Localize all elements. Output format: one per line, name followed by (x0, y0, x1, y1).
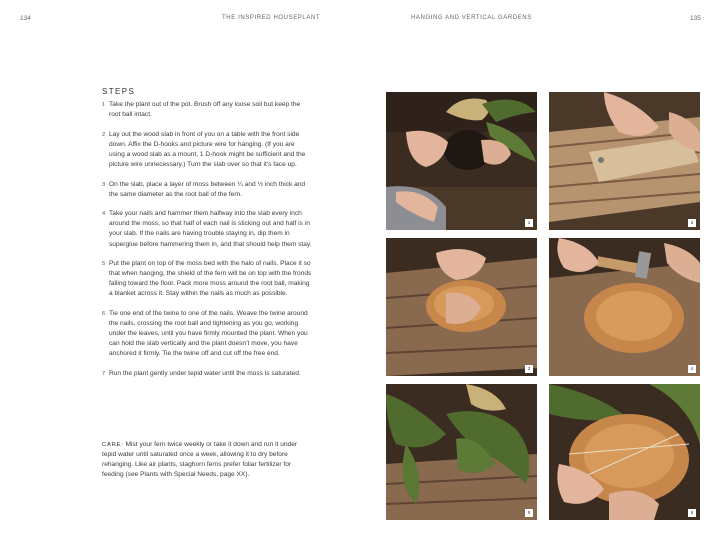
photo-step-4 (549, 238, 700, 376)
care-label: CARE: (102, 442, 124, 448)
step-item (102, 130, 312, 170)
step-text: Take the plant out of the pot. Brush off any loose soil but keep the root ball intact. (109, 101, 301, 119)
left-page-number: 134 (20, 15, 31, 22)
steps-heading: STEPS (102, 87, 136, 96)
step-text: Run the plant gently under tepid water until the moss is saturated. (109, 369, 301, 377)
photo-step-2 (386, 238, 537, 376)
step-item (102, 369, 312, 379)
photo-number: 3 (688, 219, 696, 227)
step-number: 4 (102, 211, 106, 218)
step-number: 7 (102, 370, 106, 377)
step-number: 5 (102, 261, 106, 268)
step-text: Tie one end of the twine to one of the nails. Weave the twine around the nails, crossing the root ball and tightening as you go, working under the leaves, until you have firmly mounted the plant. When you can hold the slab vertically and the plant doesn’t move, you have anchored it firmly. Tie the twine off and cut off the free end. (109, 310, 308, 358)
photo-step-3 (549, 92, 700, 230)
photo-number: 2 (525, 365, 533, 373)
step-text: Take your nails and hammer them halfway into the slab every inch around the moss, so that half of each nail is sticking out and half is in your slab. If the nails are having trouble staying in, dip them in superglue before hammering them in, and that should help them stay. (109, 210, 312, 248)
step-number: 1 (102, 102, 106, 108)
photo-step-1 (386, 92, 537, 230)
step-text: Lay out the wood slab in front of you on a table with the front side down. Affix the D-hooks and picture wire for hanging. (If you are using a wood slab as a mount, 1 D-hook might be sufficient and the picture wire unnecessary.) Turn the slab over so that it’s face up. (109, 130, 306, 168)
step-item (102, 180, 312, 200)
step-item (102, 309, 312, 359)
step-item (102, 209, 312, 249)
right-page-number: 135 (690, 15, 701, 22)
photo-step-6 (549, 384, 700, 520)
step-number: 2 (102, 131, 106, 138)
photo-number: 4 (688, 365, 696, 373)
step-text: Put the plant on top of the moss bed with the halo of nails. Place it so that when hanging, the shield of the fern will be on top with the fronds falling toward the floor. Pack more moss around the root ball, making a blanket across it. Stay within the nails as much as possible. (109, 260, 312, 298)
step-item (102, 100, 312, 120)
step-item (102, 259, 312, 299)
photo-number: 1 (525, 219, 533, 227)
care-text: Mist your fern twice weekly or take it down and run it under tepid water until saturated once a week, allowing it to dry before rehanging. Like air plants, staghorn ferns prefer foliar fertilizer for feeding (see Plants with Special Needs, page XX). (102, 441, 298, 479)
right-running-head: HANGING AND VERTICAL GARDENS (411, 15, 532, 21)
care-paragraph (102, 440, 312, 480)
step-text: On the slab, place a layer of moss between ¼ and ½ inch thick and the same diameter as the root ball of the fern. (109, 180, 306, 198)
photo-number: 5 (525, 509, 533, 517)
steps-list (102, 100, 312, 389)
photo-step-5 (386, 384, 537, 520)
step-number: 3 (102, 181, 106, 188)
step-number: 6 (102, 311, 106, 317)
photo-number: 6 (688, 509, 696, 517)
left-running-head: THE INSPIRED HOUSEPLANT (222, 15, 321, 21)
